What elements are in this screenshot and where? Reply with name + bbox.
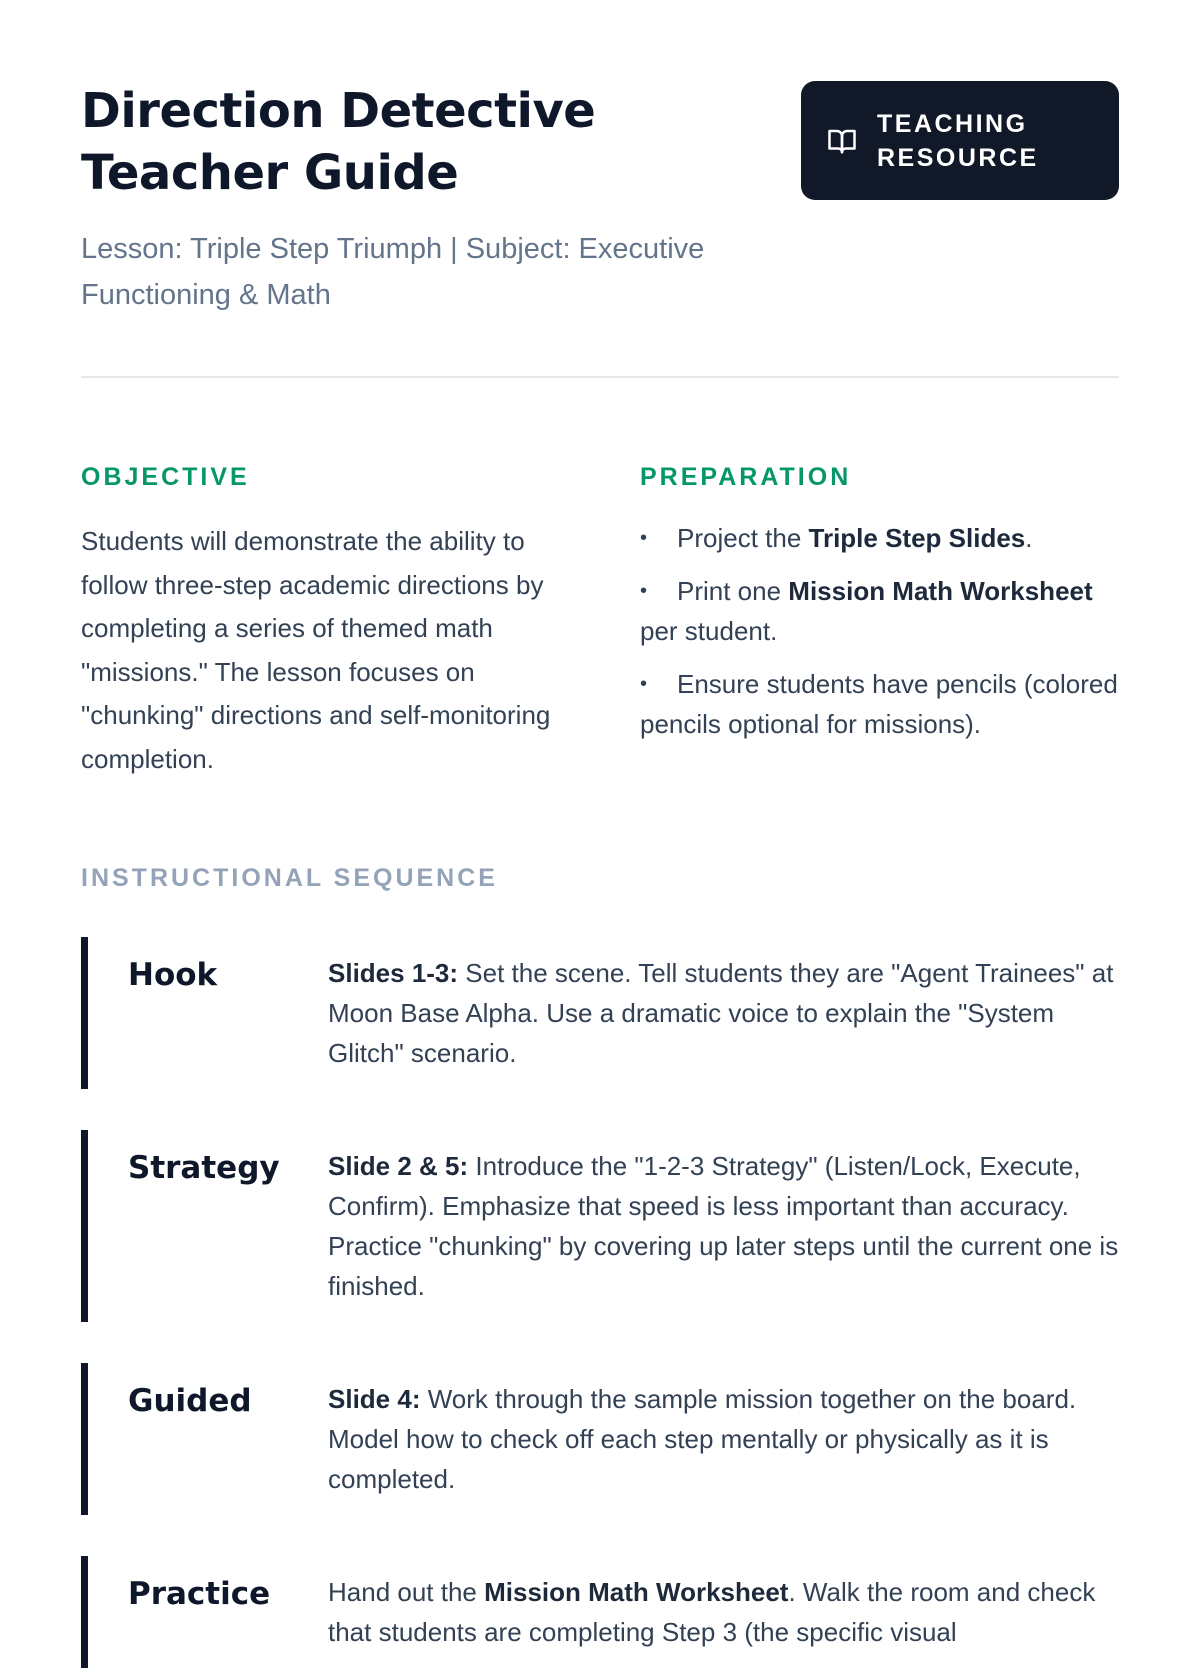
sequence-heading: INSTRUCTIONAL SEQUENCE	[81, 864, 498, 892]
book-open-icon	[827, 126, 857, 156]
step-name: Hook	[128, 957, 218, 993]
step-hook	[81, 937, 1119, 1089]
teaching-resource-badge	[801, 81, 1119, 200]
step-description: Hand out the Mission Math Worksheet. Walk the room and check that students are completing Step 3 (the specific visual	[328, 1577, 1096, 1647]
bullet-icon: •	[640, 527, 648, 549]
overview-columns	[81, 462, 1119, 781]
objective-heading: OBJECTIVE	[81, 463, 250, 491]
objective-text: Students will demonstrate the ability to follow three-step academic directions by completing a series of themed math "missions." The lesson focuses on "chunking" directions and self-monitoring completion.	[81, 526, 551, 774]
page-title: Direction Detective Teacher Guide	[81, 83, 596, 201]
step-description: Slides 1-3: Set the scene. Tell students they are "Agent Trainees" at Moon Base Alpha. Use a dramatic voice to explain the "System Glitch" scenario.	[328, 958, 1114, 1068]
list-item: • Ensure students have pencils (colored pencils optional for missions).	[640, 664, 1119, 744]
page-header	[81, 0, 1119, 318]
list-item: • Print one Mission Math Worksheet per student.	[640, 571, 1119, 651]
preparation-list	[640, 518, 1119, 744]
bullet-icon: •	[640, 673, 648, 695]
page-subtitle: Lesson: Triple Step Triumph | Subject: Executive Functioning & Math	[81, 233, 705, 311]
step-name: Practice	[128, 1576, 271, 1612]
preparation-section	[640, 462, 1119, 781]
step-practice	[81, 1556, 1119, 1668]
step-name: Guided	[128, 1383, 252, 1419]
objective-section	[81, 462, 560, 781]
step-guided	[81, 1363, 1119, 1515]
step-strategy	[81, 1130, 1119, 1322]
bullet-icon: •	[640, 580, 648, 602]
header-divider	[81, 376, 1119, 378]
preparation-heading: PREPARATION	[640, 463, 852, 491]
badge-label: TEACHING RESOURCE	[877, 109, 1039, 172]
instructional-sequence	[81, 937, 1119, 1668]
step-description: Slide 4: Work through the sample mission together on the board. Model how to check off each step mentally or physically as it is completed.	[328, 1384, 1077, 1494]
list-item: • Project the Triple Step Slides.	[640, 518, 1119, 558]
step-description: Slide 2 & 5: Introduce the "1-2-3 Strategy" (Listen/Lock, Execute, Confirm). Emphasize that speed is less important than accuracy. Practice "chunking" by covering up later steps until the current one is finished.	[328, 1151, 1119, 1301]
step-name: Strategy	[128, 1150, 280, 1186]
